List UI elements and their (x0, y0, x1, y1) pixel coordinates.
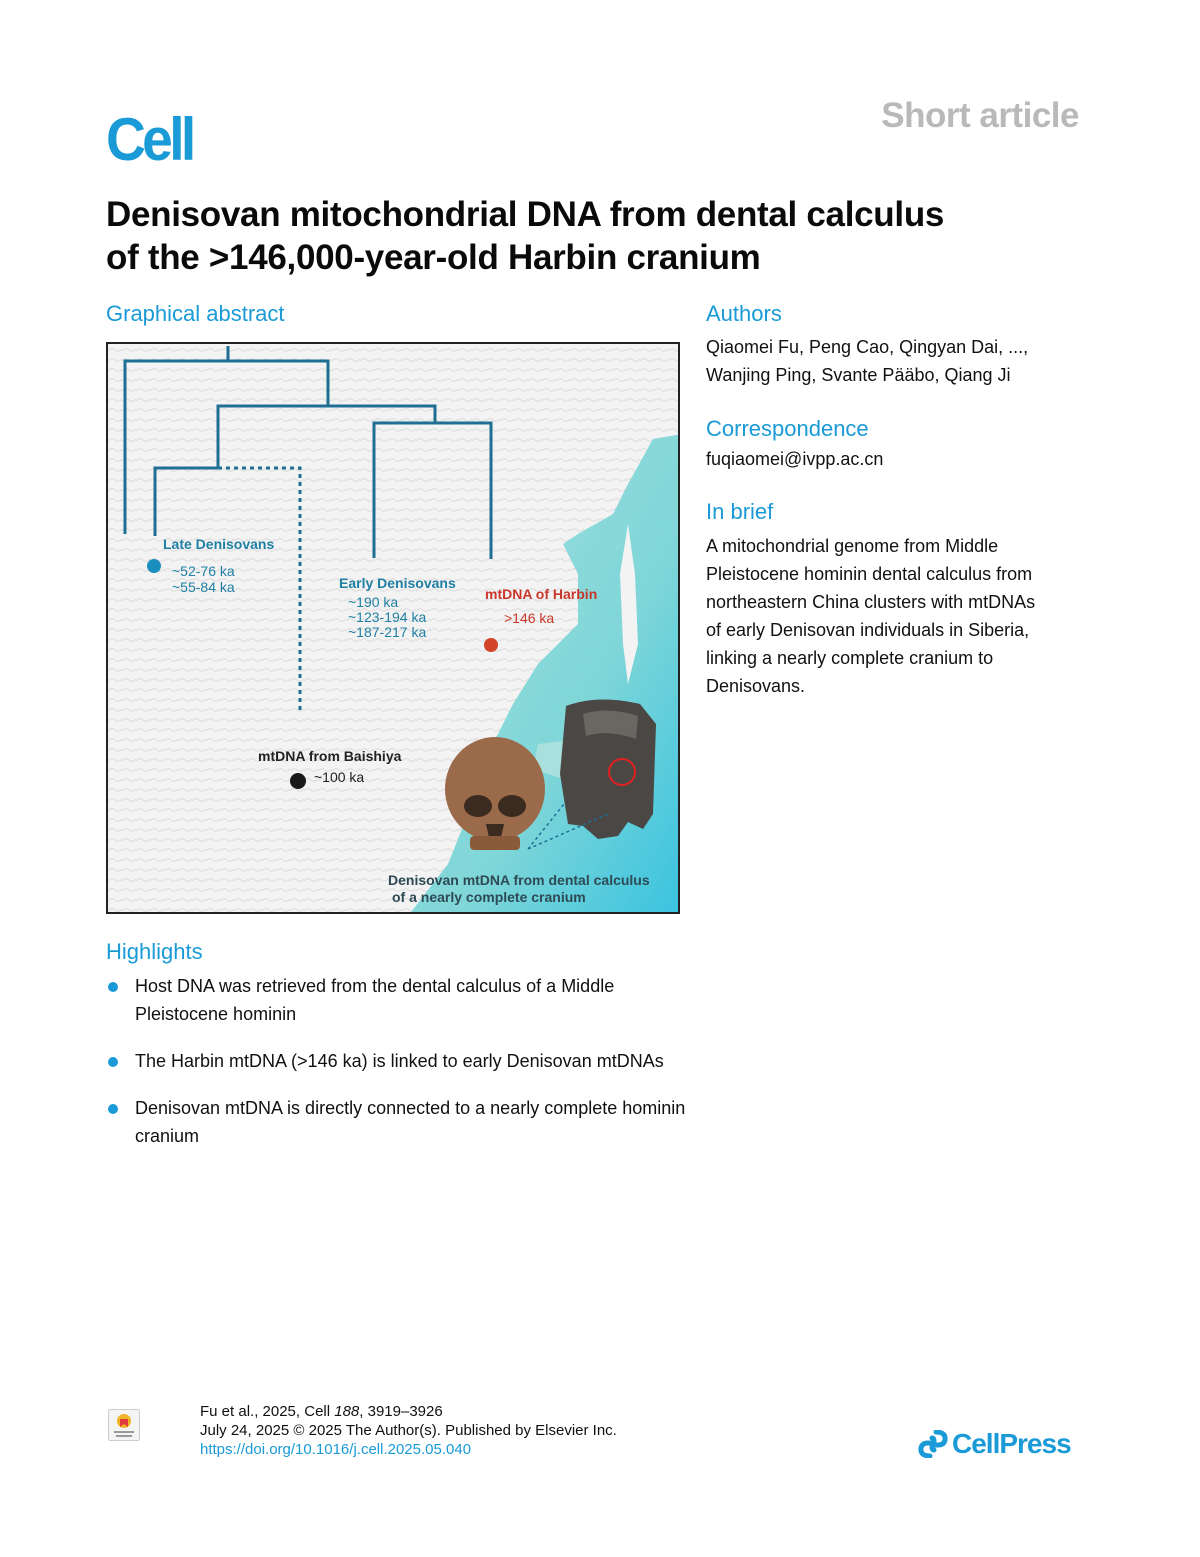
check-for-updates-icon[interactable] (108, 1409, 140, 1441)
bullet-icon (108, 1104, 118, 1114)
in-brief-line: of early Denisovan individuals in Siberia, (706, 620, 1030, 640)
caption-line-2: of a nearly complete cranium (392, 889, 586, 905)
highlight-item (106, 1094, 686, 1150)
authors-line-2: Wanjing Ping, Svante Pääbo, Qiang Ji (706, 365, 1011, 385)
late-date-2: ~55-84 ka (172, 579, 235, 595)
highlights-heading: Highlights (106, 939, 203, 964)
highlight-text: Denisovan mtDNA is directly connected to a nearly complete hominin cranium (135, 1098, 686, 1146)
journal-logo: Cell (106, 106, 193, 173)
correspondence-email[interactable]: fuqiaomei@ivpp.ac.cn (706, 449, 884, 469)
in-brief-line: northeastern China clusters with mtDNAs (706, 592, 1036, 612)
label-early-denisovans: Early Denisovans (339, 575, 456, 591)
early-date-1: ~190 ka (348, 594, 399, 610)
copyright-line: July 24, 2025 © 2025 The Author(s). Published by Elsevier Inc. (200, 1422, 617, 1439)
article-title (106, 193, 1106, 279)
cellpress-icon (918, 1430, 948, 1458)
authors-list (706, 333, 1028, 389)
bullet-icon (108, 982, 118, 992)
highlight-text: Host DNA was retrieved from the dental calculus of a Middle Pleistocene hominin (135, 976, 615, 1024)
bullet-icon (108, 1057, 118, 1067)
highlight-item (106, 1047, 686, 1075)
harbin-date: >146 ka (504, 610, 555, 626)
in-brief-line: Pleistocene hominin dental calculus from (706, 564, 1033, 584)
highlights-list (106, 972, 686, 1169)
label-baishiya: mtDNA from Baishiya (258, 748, 402, 764)
in-brief-line: Denisovans. (706, 676, 806, 696)
in-brief-line: A mitochondrial genome from Middle (706, 536, 999, 556)
cellpress-logo (918, 1428, 1071, 1460)
highlight-item (106, 972, 686, 1028)
citation-prefix: Fu et al., 2025, Cell (200, 1403, 335, 1420)
correspondence-heading: Correspondence (706, 416, 869, 441)
cellpress-wordmark: CellPress (952, 1428, 1071, 1459)
title-line-1: Denisovan mitochondrial DNA from dental calculus (106, 195, 945, 234)
early-date-3: ~187-217 ka (348, 624, 427, 640)
graphical-abstract-figure (106, 342, 680, 914)
title-line-2: of the >146,000-year-old Harbin cranium (106, 238, 761, 277)
in-brief-line: linking a nearly complete cranium to (706, 648, 994, 668)
authors-line-1: Qiaomei Fu, Peng Cao, Qingyan Dai, ..., (706, 337, 1029, 357)
authors-heading: Authors (706, 301, 782, 326)
caption-line-1: Denisovan mtDNA from dental calculus (388, 872, 650, 888)
citation-volume: 188 (334, 1403, 360, 1420)
tooth-image (560, 699, 656, 839)
graphical-abstract-heading: Graphical abstract (106, 301, 285, 326)
highlight-text: The Harbin mtDNA (>146 ka) is linked to early Denisovan mtDNAs (135, 1051, 664, 1071)
late-date-1: ~52-76 ka (172, 563, 235, 579)
article-type: Short article (881, 96, 1079, 135)
baishiya-date: ~100 ka (314, 769, 365, 785)
in-brief-text (706, 532, 1035, 700)
label-late-denisovans: Late Denisovans (163, 536, 275, 552)
label-harbin: mtDNA of Harbin (485, 586, 598, 602)
early-date-2: ~123-194 ka (348, 609, 427, 625)
citation-line (200, 1402, 617, 1421)
citation-block (200, 1402, 617, 1459)
in-brief-heading: In brief (706, 499, 774, 524)
doi-link[interactable]: https://doi.org/10.1016/j.cell.2025.05.040 (200, 1441, 472, 1458)
citation-pages: , 3919–3926 (359, 1403, 443, 1420)
